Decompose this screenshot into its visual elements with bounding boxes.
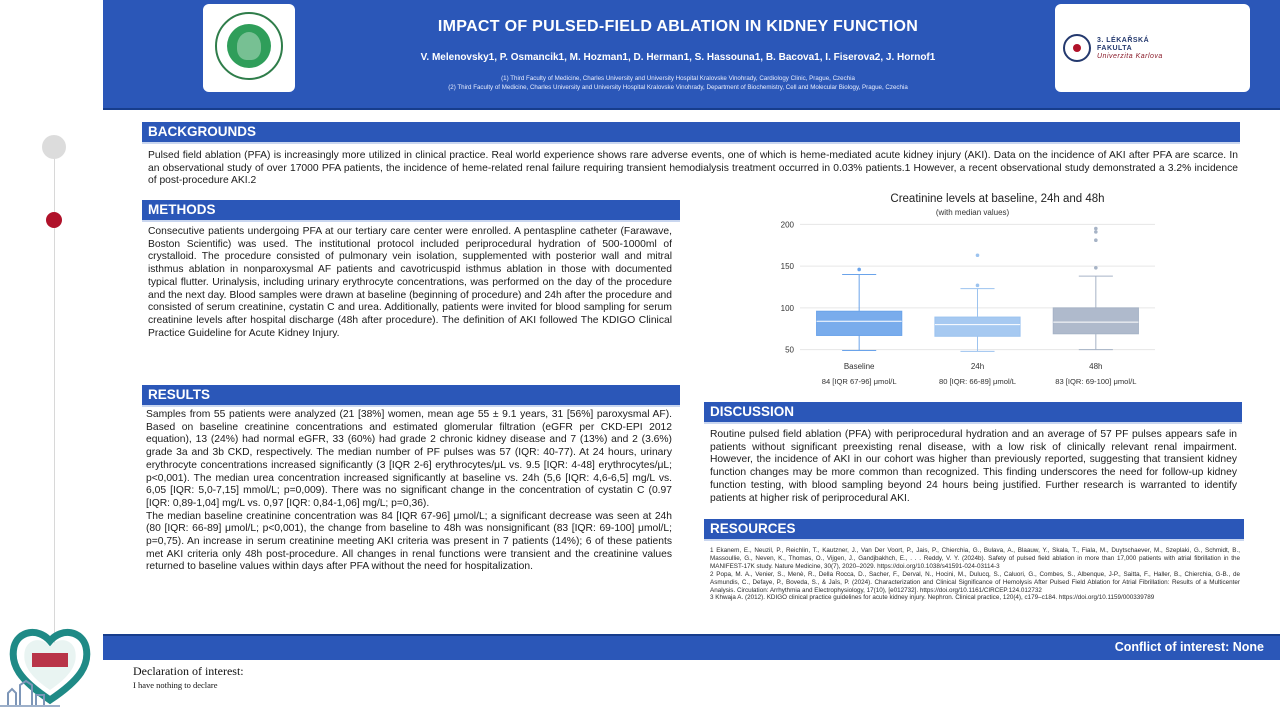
category-label: 24h (970, 362, 985, 371)
chart-canvas (760, 186, 1190, 396)
chart-title: Creatinine levels at baseline, 24h and 48h (890, 193, 1105, 205)
results-paragraph: The median baseline creatinine concentration was 84 [IQR 67-96] μmol/L; a significant decrease was seen at 24h (80 [IQR: 66-89] μmol/L; p<0,001), the change from baseline to 48h was nonsignificant (83 [IQR: 69-100] μmol/L; p=0,75). An increase in serum creatinine meeting AKI criteria was present in 7 patients (14%); 6 of these patients met AKI criteria only 48h post-procedure. All changes in renal functions were transient and the creatinine values returned to baseline values within days after PFA without the need for hospitalization. (146, 510, 672, 573)
results-paragraph: Samples from 55 patients were analyzed (21 [38%] women, mean age 55 ± 9.1 years, 31 [56%] paroxysmal AF). Based on baseline creatinine concentrations and estimated glomerular filtration (eGFR per CKD-EPI 2012 equation), 13 (24%) had normal eGFR, 33 (60%) had grade 2 chronic kidney disease and 7 (13%) and 2 (3.6%) grade 3a and 3b CKD, respectively. The median number of PF pulses was 57 (IQR: 40-77). At 24 hours, urinary erythrocyte concentrations increased significantly (3 [IQR 2-6] erythrocytes/μL vs. 9.5 [IQR: 4-48] erythrocytes/μL; p<0,001). The median urea concentration increased significantly at baseline vs. 24h (5,6 [IQR: 4,6-6,5] mg/L vs. 6,05 [IQR: 5,0-7,15] mmol/L; p=0,009). There was no significant change in the concentration of cystatin C (0.97 [IQR: 0,89-1,04] mg/L vs. 0,97 [IQR: 0,84-1,06] mg/L; p=0,36). (146, 409, 672, 509)
section-heading-discussion: DISCUSSION (704, 402, 1242, 424)
category-label: Baseline (843, 362, 875, 371)
section-heading-backgrounds: BACKGROUNDS (142, 122, 1240, 144)
logo-text-line2: FAKULTA (1097, 45, 1133, 52)
poster-header (103, 0, 1280, 110)
y-tick-label: 200 (780, 220, 794, 230)
outlier-point (1094, 227, 1098, 231)
category-note: 83 [IQR: 69-100] μmol/L (1055, 377, 1137, 386)
results-text (146, 409, 672, 574)
affiliation-2: (2) Third Faculty of Medicine, Charles University and University Hospital Kralovske Vinohrady, Department of Biochemistry, Cell and Molecular Biology, Prague, Czechia (448, 84, 908, 91)
outlier-point (976, 253, 980, 257)
poster-title: IMPACT OF PULSED-FIELD ABLATION IN KIDNEY FUNCTION (437, 18, 919, 35)
logo-text-line3: Univerzita Karlova (1097, 53, 1163, 60)
timeline-dot-active (46, 212, 62, 228)
university-seal-icon (1063, 34, 1091, 62)
outlier-point (857, 268, 861, 272)
outlier-point (1094, 266, 1098, 270)
faculty-seal-logo (203, 4, 295, 92)
section-heading-results: RESULTS (142, 385, 680, 407)
box-iqr (1053, 308, 1138, 334)
creatinine-boxplot (760, 186, 1190, 396)
declaration-text: I have nothing to declare (133, 680, 218, 690)
outlier-point (1094, 238, 1098, 242)
box-iqr (817, 311, 902, 335)
reference-item: 1 Ekanem, E., Neuzil, P., Reichlin, T., Kautzner, J., Van Der Voort, P., Jais, P., Chierchia, G., Bulava, A., Blaauw, Y., Skala, T., Fiala, M., Duytschaever, M., Szeplaki, G., Schmidt, B., Massoullie, G., Neven, K., Thomas, O., Vijgen, J., Gandjbakhch, E., . . . Reddy, V. Y. (2024b). Safety of pulsed field ablation in more than 17,000 patients with atrial fibrillation in the MANIFEST-17K study. Nature Medicine, 30(7), 2020–2029. https://doi.org/10.1038/s41591-024-03114-3 (710, 547, 1240, 570)
backgrounds-text: Pulsed field ablation (PFA) is increasingly more utilized in clinical practice. Real world experience shows rare adverse events, one of which is heme-mediated acute kidney injury (AKI). Data on the incidence of AKI after PFA are scarce. In an observational study of over 17000 PFA patients, the incidence of heme-related renal failure requiring transient hemodialysis treatment occurred in 0.03% patients.1 However, a recent observational study demonstrated a 3.2% incidence of post-procedure AKI.2 (148, 150, 1238, 187)
university-logo (1055, 4, 1250, 92)
reference-item: 3 Khwaja A. (2012). KDIGO clinical practice guidelines for acute kidney injury. Nephron. Clinical practice, 120(4), c179–c184. https://doi.org/10.1159/000339789 (710, 594, 1155, 602)
methods-text: Consecutive patients undergoing PFA at our tertiary care center were enrolled. A pentaspline catheter (Farawave, Boston Scientific) was used. The institutional protocol included periprocedural hydration of 500-1000ml of crystalloid. The procedure consisted of pulmonary vein isolation, supplemented with posterior wall and mitral isthmus ablation in nonparoxysmal AF patients and cavotricuspid isthmus ablation in those with documented typical flutter. Urinalysis, including urinary erythrocyte concentrations, was performed on the day of the procedure and the next day. Blood samples were drawn at baseline (beginning of procedure) and 24h after the procedure and consisted of serum creatinine, cystatin C and urea. Additionally, patients were invited for blood sampling for serum creatinine levels after hospital discharge (48h after procedure). The definition of AKI followed The KDIGO Clinical Practice Guideline for Acute Kidney Injury. (148, 226, 672, 339)
conflict-of-interest: Conflict of interest: None (1114, 640, 1264, 654)
category-note: 84 [IQR 67-96] μmol/L (821, 377, 897, 386)
timeline-dot (42, 135, 66, 159)
discussion-text: Routine pulsed field ablation (PFA) with periprocedural hydration and an average of 57 PF pulses appears safe in patients without significant preexisting renal disease, with a low risk of clinically relevant renal impairment. However, the incidence of AKI in our cohort was higher than previously reported, suggesting that transient kidney function changes may be more common than recognized. This finding underscores the need for follow-up kidney function testing, with blood sampling beyond 24 hours being justified. Further research is warranted to identify patients at higher risk of periprocedural AKI. (710, 429, 1237, 504)
congress-heart-logo (0, 605, 100, 720)
reference-item: 2 Popa, M. A., Venier, S., Menè, R., Della Rocca, D., Sacher, F., Derval, N., Hocini, M., Dulucq, S., Caluori, G., Combes, S., Albenque, J-P., Saitta, F., Haller, B., Chierchia, G-B., de Asmundis, C., Defaye, P., Boveda, S., & Jaïs, P. (2024). Characterization and Clinical Significance of Hemolysis After Pulsed Field Ablation for Atrial Fibrillation: Results of a Multicenter Analysis. Circulation: Arrhythmia and Electrophysiology, 17(10), [e012732]. https://doi.org/10.1161/CIRCEP.124.012732 (710, 570, 1240, 594)
reference-list (710, 547, 1240, 602)
chart-subtitle: (with median values) (935, 208, 1010, 217)
box-iqr (935, 317, 1020, 336)
section-heading-methods: METHODS (142, 200, 680, 222)
footer-bar (103, 634, 1280, 660)
logo-text-line1: 3. LÉKAŘSKÁ (1097, 37, 1150, 44)
section-heading-resources: RESOURCES (704, 519, 1244, 541)
outlier-point (976, 284, 980, 288)
author-list: V. Melenovsky1, P. Osmancik1, M. Hozman1, D. Herman1, S. Hassouna1, B. Bacova1, I. Fiserova2, J. Hornof1 (420, 52, 936, 63)
affiliation-1: (1) Third Faculty of Medicine, Charles University and University Hospital Kralovske Vinohrady, Cardiology Clinic, Prague, Czechia (501, 75, 855, 82)
declaration-heading: Declaration of interest: (133, 664, 244, 678)
y-tick-label: 100 (780, 303, 794, 313)
outlier-point (1094, 230, 1098, 234)
y-tick-label: 150 (780, 262, 794, 272)
category-note: 80 [IQR: 66-89] μmol/L (939, 377, 1016, 386)
category-label: 48h (1089, 362, 1103, 371)
y-tick-label: 50 (785, 345, 794, 355)
